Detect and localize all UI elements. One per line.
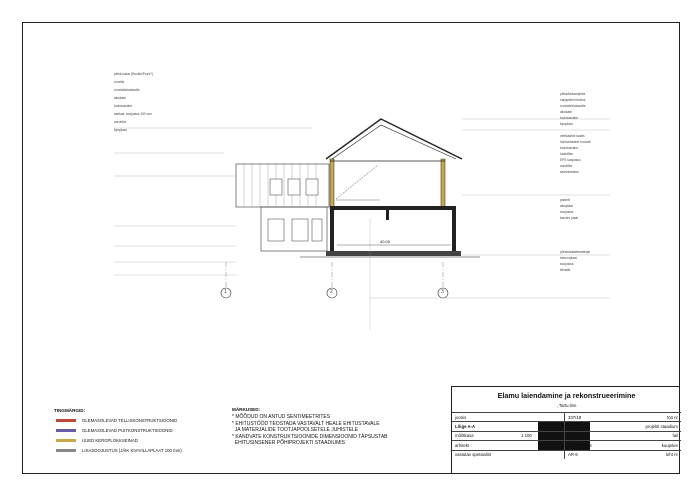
main-dimension: 40.00 — [380, 239, 391, 244]
note: aurutõke — [114, 120, 127, 124]
legend-swatch — [56, 439, 76, 442]
project-title: Elamu laiendamine ja rekonstrueerimine — [497, 391, 636, 400]
tb-cell: 337/18 — [565, 413, 632, 422]
tb-cell: EP — [565, 422, 632, 431]
note: roovlatt/aluslaudis — [114, 88, 140, 92]
note: aluskate — [114, 96, 126, 100]
roof-outline — [326, 119, 462, 159]
note: horisontaalne roovlatt — [560, 140, 591, 144]
note: tuuletõke — [560, 152, 573, 156]
tb-cell: AR-6 — [565, 450, 632, 459]
tb-row — [452, 413, 681, 422]
legend-item — [56, 448, 182, 453]
tb-cell — [518, 413, 565, 422]
legend-label: OLEMASOLEVAD TELLISKONSTRUKTSIOONID — [82, 418, 178, 423]
note-line: JA MATERJALIDE TOOTJAPOOLSETELE JUHISTELE — [232, 427, 359, 434]
note: soojustus — [560, 262, 574, 266]
legend-label: LISASOOJUSTUS (JÄIK KIVIVILLAPLAAT 100 mm) — [82, 448, 182, 453]
note: harjapleki kinnitus — [560, 98, 586, 102]
notes-title: MÄRKUSED: — [232, 407, 261, 412]
note: sarikad, soojustus 150 mm — [114, 112, 152, 116]
note: alusplaat — [560, 204, 573, 208]
title-block-table — [452, 412, 681, 459]
note: põrandakattematerjal — [560, 250, 590, 254]
note: aurutõke — [560, 164, 573, 168]
tb-cell — [518, 441, 565, 450]
tb-cell: mõõtkava — [452, 431, 518, 440]
axis-label-3: 3 — [441, 289, 444, 295]
note-line: * MÕÕDUD ON ANTUD SENTIMEETRITES — [232, 414, 331, 420]
legend-swatch — [56, 419, 76, 422]
elevation-window-lower-2 — [292, 219, 308, 241]
legend-item — [56, 418, 177, 423]
elevation-window-upper-2 — [288, 179, 300, 195]
legend-swatch — [56, 449, 76, 452]
tb-row — [452, 422, 681, 431]
notes — [232, 414, 388, 447]
tb-cell — [518, 422, 565, 431]
note-line: * EHITUSTÖÖD TEOSTADA VASTAVALT HEALE EHITUSTAVALE — [232, 420, 380, 427]
elevation-window-lower-1 — [268, 219, 284, 241]
lower-wall-mid — [386, 210, 389, 220]
tb-row — [452, 431, 681, 440]
note: EPS soojustus — [560, 158, 581, 162]
note-line: * KANDVATE KONSTRUKTSIOONIDE DIMENSIOONID TÄPSUSTAB — [232, 433, 388, 440]
upper-wall-left — [330, 159, 334, 209]
tb-cell: .dgn — [565, 431, 632, 440]
note: killustik — [560, 268, 571, 272]
elevation-window-upper-1 — [270, 179, 282, 195]
tb-cell: fail — [631, 431, 681, 440]
legend-item — [56, 438, 138, 443]
legend-swatch — [56, 429, 76, 432]
note: soojustus — [560, 210, 574, 214]
lower-wall-right — [452, 210, 456, 255]
title-block — [451, 386, 680, 474]
elevation-window-lower-3 — [312, 219, 322, 241]
tb-cell: arhitekt — [452, 441, 518, 450]
upper-floor-slab — [330, 206, 456, 210]
tb-cell — [518, 450, 565, 459]
elevation-window-upper-3 — [306, 179, 318, 195]
tb-cell: leht nr — [631, 450, 681, 459]
note: vertikaalne laudis — [560, 134, 585, 138]
tb-row — [452, 450, 681, 459]
note-line: EHITUSINSENER PÕHIPROJEKTI STAADIUMIS — [232, 440, 345, 447]
note: parkett — [560, 198, 570, 202]
lower-wall-left — [330, 210, 334, 255]
tb-row — [452, 441, 681, 450]
ground-slab — [326, 251, 461, 256]
axis-label-2: 2 — [330, 289, 333, 295]
note: kipsplaat — [114, 128, 127, 132]
legend-label: UUED KERGPLOKKSEINAD — [82, 438, 138, 443]
legend-label: OLEMASOLEVAD PUITKONSTRUKTSIOONID — [82, 428, 173, 433]
note: betoonplaat — [560, 256, 577, 260]
note: plekk-katus (Ruukki/Pruni?) — [114, 72, 153, 76]
tb-cell: töö nr — [631, 413, 681, 422]
tb-cell: vastutav spetsialist — [452, 450, 518, 459]
tb-cell: joonis — [452, 413, 518, 422]
project-location: , Tartu linn — [556, 403, 577, 408]
axis-label-1: 1 — [224, 289, 227, 295]
note: aluskate — [560, 110, 572, 114]
note: plekk/katuseplekk — [560, 92, 586, 96]
note: tuulutusvahe — [114, 104, 133, 108]
tb-cell: kuupäev — [631, 441, 681, 450]
stair-line — [336, 165, 378, 199]
legend-item — [56, 428, 173, 433]
note: siseviimistlus — [560, 170, 579, 174]
note: roovlatt/aluslaudis — [560, 104, 586, 108]
tb-cell: projekti staadium — [631, 422, 681, 431]
tb-cell: august 2018 — [565, 441, 632, 450]
note: roovitis — [114, 80, 125, 84]
note: tuulutusvahe — [560, 146, 579, 150]
note: kipsplaat — [560, 122, 573, 126]
note: tuulutusvahe — [560, 116, 579, 120]
legend-title: TINGMÄRGID: — [54, 408, 86, 413]
roof-inner-line — [332, 125, 456, 159]
tb-cell: Lõige A-A — [452, 422, 518, 431]
note: kandev plaat — [560, 216, 579, 220]
tb-cell: 1:100 — [518, 431, 565, 440]
upper-wall-right — [441, 159, 445, 209]
